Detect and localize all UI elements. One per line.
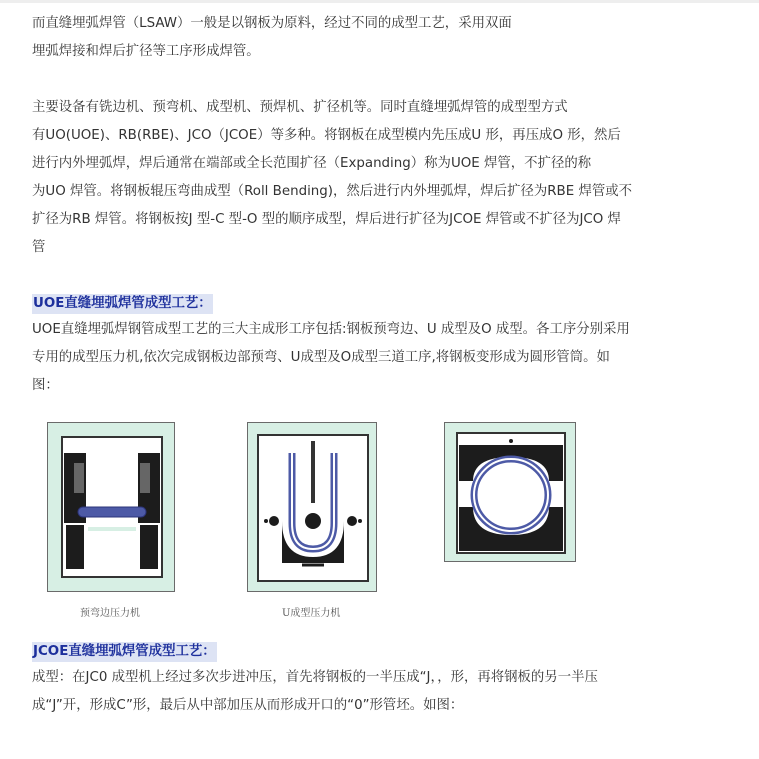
jcoe-line: 成“J”开，形成C”形，最后从中部加压从而形成开口的“0”形管坯。如图： [32, 698, 464, 713]
equipment-line: 管 [32, 240, 46, 255]
u-forming-press-diagram [247, 422, 377, 592]
uoe-section-heading: UOE直缝埋弧焊管成型工艺： [32, 294, 213, 314]
intro-line: 而直缝埋弧焊管（LSAW）一般是以钢板为原料，经过不同的成型工艺，采用双面 [32, 16, 512, 31]
uoe-line: UOE直缝埋弧焊钢管成型工艺的三大主成形工序包括:钢板预弯边、U 成型及O 成型。各工序分别采用 [32, 322, 630, 337]
equipment-line: 扩径为RB 焊管。将钢板按J 型-C 型-O 型的顺序成型，焊后进行扩径为JCOE 焊管或不扩径为JCO 焊 [32, 212, 621, 227]
intro-line: 埋弧焊接和焊后扩径等工序形成焊管。 [32, 44, 260, 59]
top-divider [0, 0, 759, 3]
jcoe-line: 成型：在JC0 成型机上经过多次步进冲压，首先将钢板的一半压成“J，，形，再将钢板的另一半压 [32, 670, 598, 685]
article-body [32, 10, 732, 720]
edge-press-caption: 预弯边压力机 [80, 608, 140, 619]
jcoe-section-heading: JCOE直缝埋弧焊管成型工艺： [32, 642, 217, 662]
o-forming-press-diagram [444, 422, 576, 562]
uoe-line: 专用的成型压力机,依次完成钢板边部预弯、U成型及O成型三道工序,将钢板变形成为圆形管筒。如 [32, 350, 610, 365]
equipment-line: 有UO(UOE)、RB(RBE)、JCO（JCOE）等多种。将钢板在成型模内先压成U 形，再压成O 形，然后 [32, 128, 621, 143]
u-press-caption: U成型压力机 [282, 608, 341, 619]
equipment-line: 为UO 焊管。将钢板辊压弯曲成型（Roll Bending)，然后进行内外埋弧焊，焊后扩径为RBE 焊管或不 [32, 184, 633, 199]
equipment-line: 主要设备有铣边机、预弯机、成型机、预焊机、扩径机等。同时直缝埋弧焊管的成型型方式 [32, 100, 568, 115]
edge-crimping-press-diagram [47, 422, 175, 592]
uoe-figure-row [32, 410, 732, 640]
equipment-line: 进行内外埋弧焊，焊后通常在端部或全长范围扩径（Expanding）称为UOE 焊管，不扩径的称 [32, 156, 592, 171]
uoe-line: 图： [32, 378, 59, 393]
